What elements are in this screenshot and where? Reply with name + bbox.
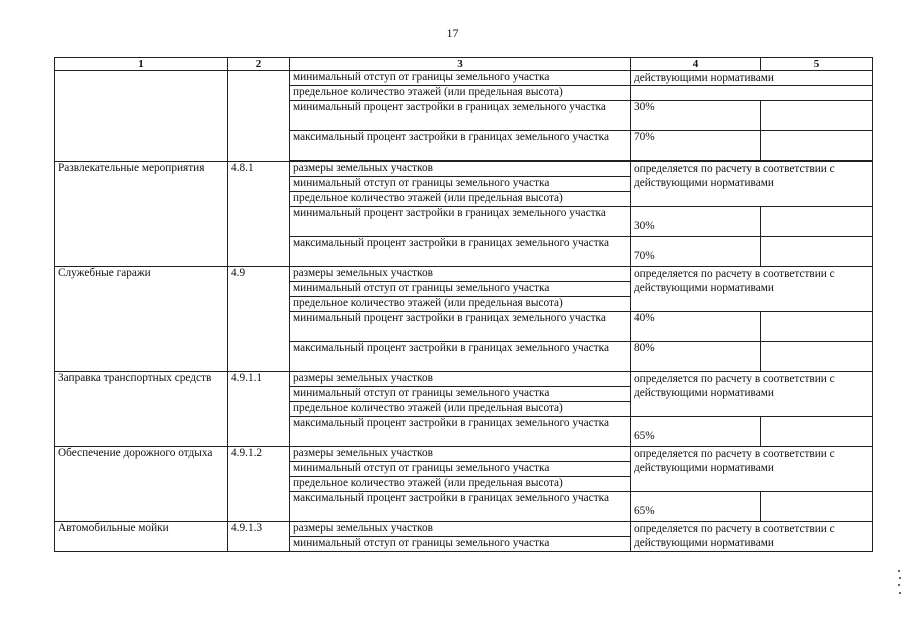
empty-cell bbox=[761, 131, 873, 161]
value-cell: 30% bbox=[631, 101, 761, 131]
param-cell: предельное количество этажей (или предельная высота) bbox=[290, 86, 631, 101]
param-cell: максимальный процент застройки в границах земельного участка bbox=[290, 237, 631, 267]
param-cell: предельное количество этажей (или предельная высота) bbox=[290, 402, 631, 417]
value-cell: определяется по расчету в соответствии с действующими нормативами bbox=[631, 372, 873, 417]
param-cell: минимальный процент застройки в границах земельного участка bbox=[290, 207, 631, 237]
use-code-cell: 4.8.1 bbox=[228, 162, 290, 267]
param-cell: размеры земельных участков bbox=[290, 522, 631, 537]
page-number: 17 bbox=[446, 26, 459, 40]
use-name-cell bbox=[55, 71, 228, 162]
use-name-cell: Заправка транспортных средств bbox=[55, 372, 228, 447]
empty-cell bbox=[761, 312, 873, 342]
value-cell: определяется по расчету в соответствии с действующими нормативами bbox=[631, 522, 873, 552]
value-cell: 70% bbox=[631, 131, 761, 161]
param-cell: минимальный отступ от границы земельного участка bbox=[290, 462, 631, 477]
use-code-cell: 4.9.1.2 bbox=[228, 447, 290, 522]
param-cell: минимальный процент застройки в границах земельного участка bbox=[290, 312, 631, 342]
header-col-4: 4 bbox=[631, 58, 761, 71]
table-row bbox=[55, 447, 873, 462]
empty-cell bbox=[761, 492, 873, 522]
param-cell: предельное количество этажей (или предельная высота) bbox=[290, 192, 631, 207]
param-cell: минимальный отступ от границы земельного участка bbox=[290, 537, 631, 552]
use-code-cell: 4.9 bbox=[228, 267, 290, 372]
param-cell: минимальный отступ от границы земельного участка bbox=[290, 71, 631, 86]
value-cell: определяется по расчету в соответствии с действующими нормативами bbox=[631, 162, 873, 207]
empty-cell bbox=[761, 101, 873, 131]
empty-cell bbox=[761, 417, 873, 447]
header-row bbox=[55, 58, 873, 71]
table-row bbox=[55, 162, 873, 177]
table-row bbox=[55, 522, 873, 537]
param-cell: максимальный процент застройки в границах земельного участка bbox=[290, 492, 631, 522]
use-code-cell: 4.9.1.3 bbox=[228, 522, 290, 552]
param-cell: минимальный отступ от границы земельного участка bbox=[290, 177, 631, 192]
use-name-cell: Автомобильные мойки bbox=[55, 522, 228, 552]
param-cell: предельное количество этажей (или предельная высота) bbox=[290, 477, 631, 492]
regulations-table bbox=[54, 57, 873, 552]
value-cell: действующими нормативами bbox=[631, 71, 873, 86]
param-cell: размеры земельных участков bbox=[290, 372, 631, 387]
param-cell: максимальный процент застройки в границах земельного участка bbox=[290, 417, 631, 447]
param-cell: минимальный отступ от границы земельного участка bbox=[290, 282, 631, 297]
value-cell: 30% bbox=[631, 207, 761, 237]
param-cell: размеры земельных участков bbox=[290, 162, 631, 177]
use-name-cell: Обеспечение дорожного отдыха bbox=[55, 447, 228, 522]
header-col-5: 5 bbox=[761, 58, 873, 71]
value-cell: 70% bbox=[631, 237, 761, 267]
table-row bbox=[55, 372, 873, 387]
param-cell: максимальный процент застройки в границах земельного участка bbox=[290, 131, 631, 161]
empty-cell bbox=[761, 342, 873, 372]
param-cell: максимальный процент застройки в границах земельного участка bbox=[290, 342, 631, 372]
value-cell: 80% bbox=[631, 342, 761, 372]
header-col-1: 1 bbox=[55, 58, 228, 71]
empty-cell bbox=[761, 207, 873, 237]
scan-artifact bbox=[898, 568, 902, 598]
use-code-cell: 4.9.1.1 bbox=[228, 372, 290, 447]
value-cell: 65% bbox=[631, 417, 761, 447]
empty-cell bbox=[761, 237, 873, 267]
value-cell: определяется по расчету в соответствии с действующими нормативами bbox=[631, 267, 873, 312]
value-cell bbox=[631, 86, 873, 101]
param-cell: минимальный процент застройки в границах земельного участка bbox=[290, 101, 631, 131]
param-cell: размеры земельных участков bbox=[290, 267, 631, 282]
value-cell: 65% bbox=[631, 492, 761, 522]
use-name-cell: Развлекательные мероприятия bbox=[55, 162, 228, 267]
table-row bbox=[55, 71, 873, 86]
use-name-cell: Служебные гаражи bbox=[55, 267, 228, 372]
param-cell: предельное количество этажей (или предельная высота) bbox=[290, 297, 631, 312]
value-cell: определяется по расчету в соответствии с действующими нормативами bbox=[631, 447, 873, 492]
value-cell: 40% bbox=[631, 312, 761, 342]
param-cell: минимальный отступ от границы земельного участка bbox=[290, 387, 631, 402]
use-code-cell bbox=[228, 71, 290, 162]
header-col-2: 2 bbox=[228, 58, 290, 71]
header-col-3: 3 bbox=[290, 58, 631, 71]
param-cell: размеры земельных участков bbox=[290, 447, 631, 462]
table-row bbox=[55, 267, 873, 282]
